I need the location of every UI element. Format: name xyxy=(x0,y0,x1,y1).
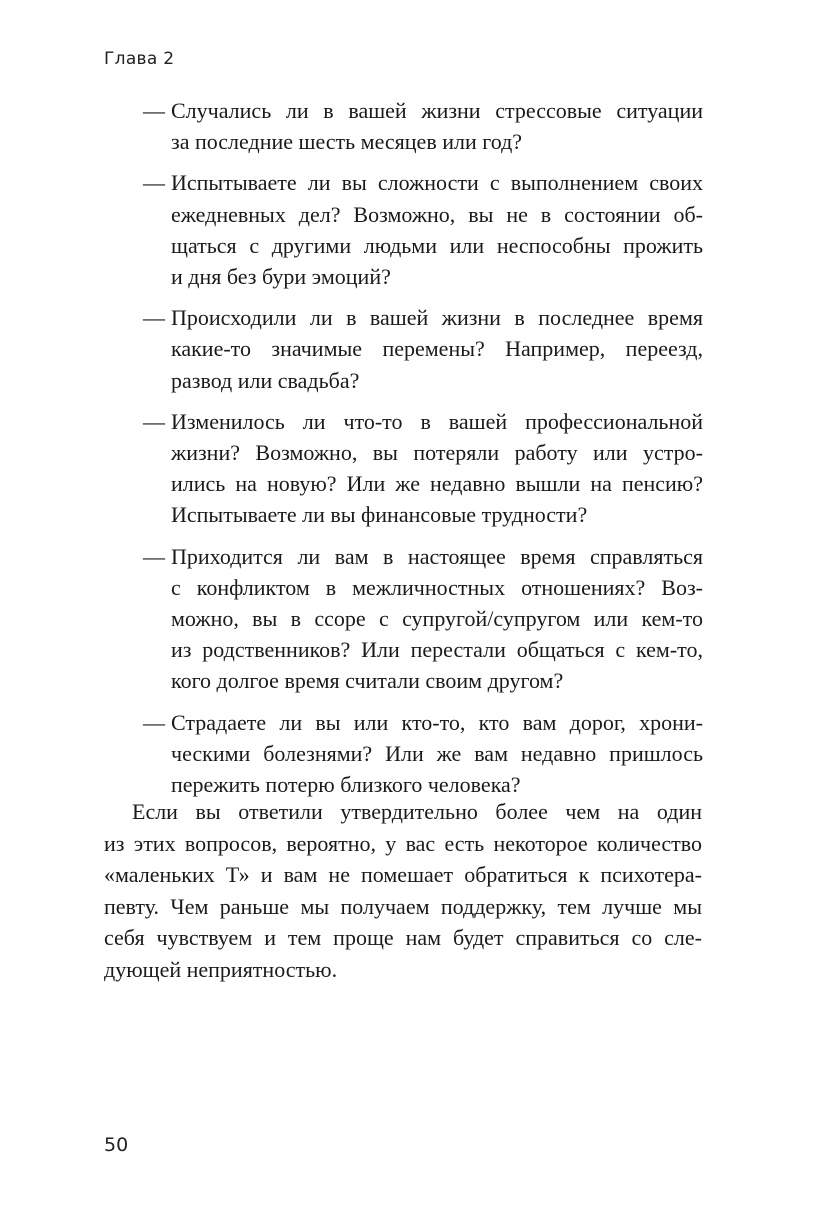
text-line: и дня без бури эмоций? xyxy=(171,264,391,290)
text-line: Приходится ли вам в настоящее время справляться xyxy=(171,543,703,569)
page-number: 50 xyxy=(104,1134,129,1156)
text-line: развод или свадьба? xyxy=(171,367,360,393)
text-line: Если вы ответили утвердительно более чем на один xyxy=(132,799,702,824)
list-dash: — xyxy=(143,543,165,569)
question-item xyxy=(143,95,703,157)
text-line: за последние шесть месяцев или год? xyxy=(171,129,523,155)
text-line: жизни? Возможно, вы потеряли работу или устро- xyxy=(171,440,703,466)
text-line: Испытываете ли вы финансовые трудности? xyxy=(171,502,588,528)
running-head: Глава 2 xyxy=(104,49,175,69)
text-line: Случались ли в вашей жизни стрессовые ситуации xyxy=(171,98,703,123)
text-line: себя чувствуем и тем проще нам будет справиться со сле- xyxy=(104,925,702,951)
text-line: какие-то значимые перемены? Например, переезд, xyxy=(171,336,703,362)
text-line: щаться с другими людьми или неспособны прожить xyxy=(171,232,703,258)
question-item xyxy=(143,541,703,697)
text-line: певту. Чем раньше мы получаем поддержку, тем лучше мы xyxy=(104,893,702,919)
text-line: пережить потерю близкого человека? xyxy=(171,772,521,798)
question-item xyxy=(143,707,703,801)
text-line: можно, вы в ссоре с супругой/супругом или кем-то xyxy=(171,606,703,632)
list-dash: — xyxy=(143,305,165,331)
list-dash: — xyxy=(143,709,165,735)
question-item xyxy=(143,167,703,292)
text-line: дующей неприятностью. xyxy=(104,956,338,982)
list-dash: — xyxy=(143,408,165,434)
text-line: из родственников? Или перестали общаться с кем-то, xyxy=(171,637,703,663)
text-line: ежедневных дел? Возможно, вы не в состоянии об- xyxy=(171,201,703,227)
text-line: из этих вопросов, вероятно, у вас есть некоторое количество xyxy=(104,830,702,856)
conclusion-paragraph xyxy=(104,796,702,986)
question-item xyxy=(143,406,703,531)
list-dash: — xyxy=(143,170,165,196)
text-line: Испытываете ли вы сложности с выполнением своих xyxy=(171,170,703,196)
list-dash: — xyxy=(143,98,165,123)
question-list xyxy=(143,95,703,810)
text-line: кого долгое время считали своим другом? xyxy=(171,668,564,694)
text-line: Происходили ли в вашей жизни в последнее время xyxy=(171,305,703,331)
text-line: «маленьких Т» и вам не помешает обратиться к психотера- xyxy=(104,862,702,888)
text-line: Страдаете ли вы или кто-то, кто вам дорог, хрони- xyxy=(171,709,703,735)
text-line: с конфликтом в межличностных отношениях? Воз- xyxy=(171,574,703,600)
text-line: ческими болезнями? Или же вам недавно пришлось xyxy=(171,740,703,766)
text-line: ились на новую? Или же недавно вышли на пенсию? xyxy=(171,471,703,497)
text-line: Изменилось ли что-то в вашей профессиональной xyxy=(171,408,703,434)
question-item xyxy=(143,302,703,396)
